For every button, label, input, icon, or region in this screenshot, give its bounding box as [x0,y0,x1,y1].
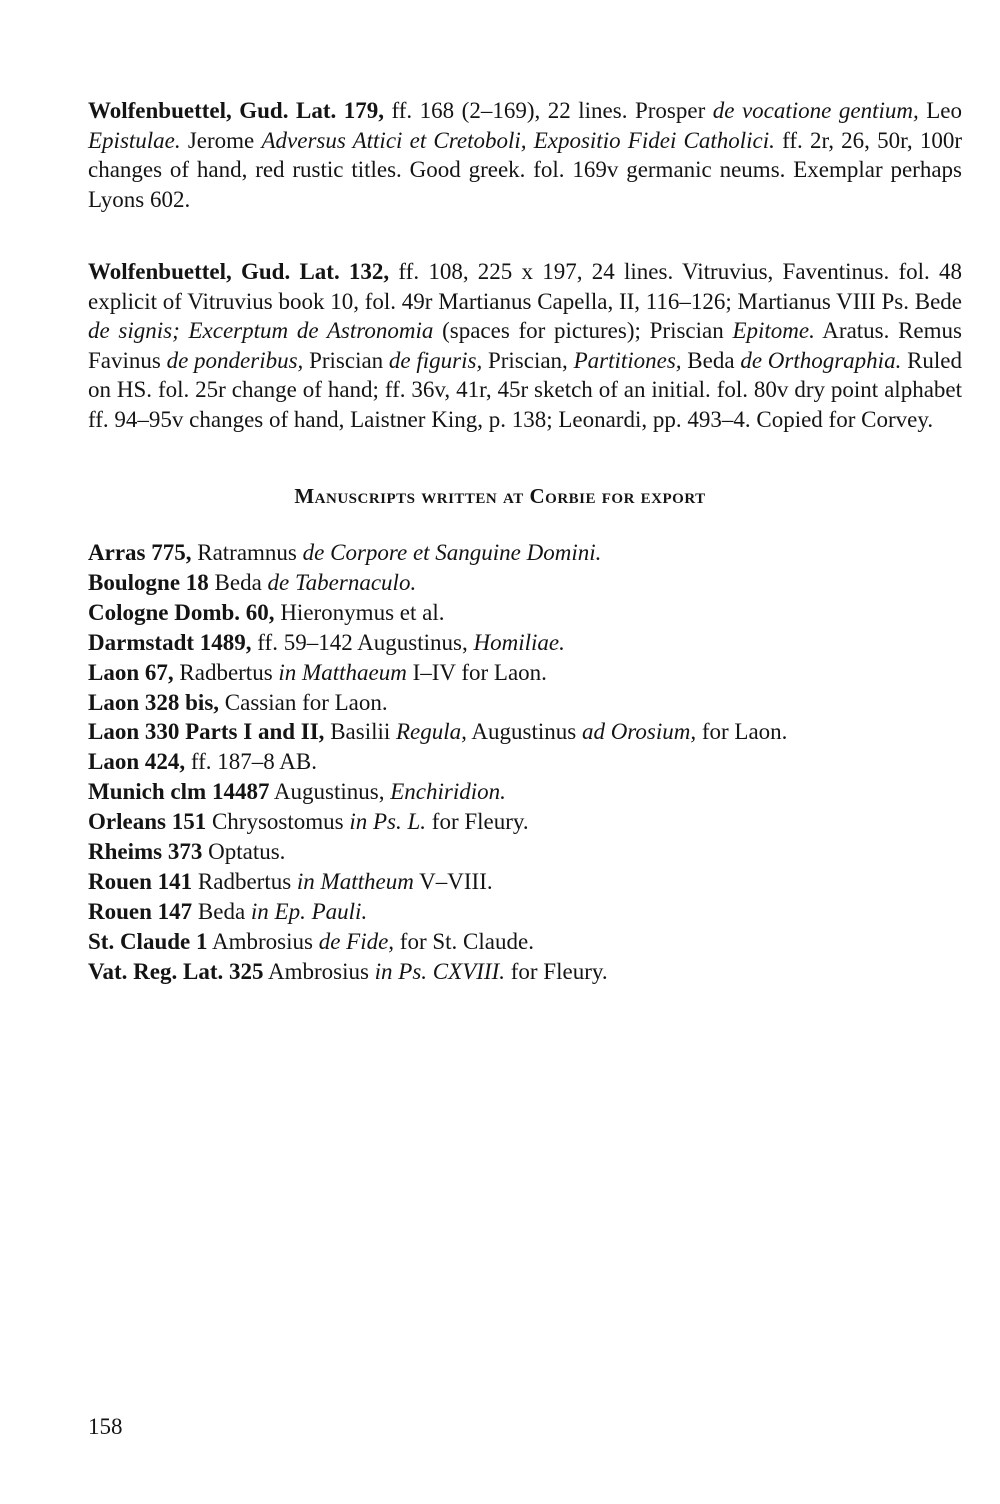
text-run: Priscian [303,347,389,373]
export-manuscript-list [88,538,962,987]
shelfmark: Boulogne 18 [88,569,209,595]
title-italic: in Mattheum [296,868,414,894]
title-italic: de Tabernaculo. [267,569,417,595]
list-item [88,598,962,628]
list-item [88,837,962,867]
text-run: ff. 59–142 Augustinus, [251,629,474,655]
text-run: Chrysostomus [206,809,350,835]
shelfmark: Wolfenbuettel, Gud. Lat. 132, [88,259,390,284]
shelfmark: Laon 424, [88,749,186,775]
shelfmark: Laon 67, [88,659,174,685]
text-run: Beda [208,569,268,595]
title-italic: in Ps. L. [349,809,427,835]
list-item [88,568,962,598]
shelfmark: Darmstadt 1489, [88,629,252,655]
text-run: Aratus. Remus Favinus [88,318,962,373]
shelfmark: Laon 328 bis, [88,689,220,715]
text-run: Augustinus [466,719,582,745]
text-run: Cassian for Laon. [219,689,388,715]
text-run: Ratramnus [191,540,303,565]
title-italic: Regula, [396,719,467,745]
text-run: Jerome [180,127,262,153]
shelfmark: Rheims 373 [88,839,203,865]
shelfmark: Orleans 151 [88,809,207,835]
text-run: for Fleury. [426,809,529,835]
text-run: ff. 187–8 AB. [185,749,317,775]
shelfmark: Cologne Domb. 60, [88,599,275,625]
text-run: Radbertus [173,659,279,685]
list-item [88,867,962,897]
title-italic: de vocatione gentium, [712,98,919,123]
list-item [88,927,962,957]
title-italic: in Ps. CXVIII. [374,958,505,984]
title-italic: Epistulae. [88,127,181,153]
title-italic: Homiliae. [473,629,565,655]
title-italic: de Corpore et Sanguine Domini. [302,540,602,565]
shelfmark: St. Claude 1 [88,928,208,954]
text-run: Ambrosius [263,958,375,984]
list-item [88,957,962,987]
title-italic: ad Orosium, [581,719,697,745]
shelfmark: Laon 330 Parts I and II, [88,719,325,745]
text-run: I–IV for Laon. [406,659,547,685]
list-item [88,717,962,747]
list-item [88,688,962,718]
list-item [88,807,962,837]
text-run: V–VIII. [413,868,493,894]
shelfmark: Vat. Reg. Lat. 325 [88,958,264,984]
text-run: (spaces for pictures); Priscian [433,318,733,343]
list-item [88,777,962,807]
text-run: ff. 168 (2–169), 22 lines. Prosper [384,98,713,123]
title-italic: de Fide, [318,928,395,954]
shelfmark: Wolfenbuettel, Gud. Lat. 179, [88,98,384,123]
text-run: for Fleury. [504,958,608,984]
list-item [88,897,962,927]
shelfmark: Arras 775, [88,540,192,565]
text-run: for St. Claude. [394,928,534,954]
text-run: Ambrosius [207,928,319,954]
page-number: 158 [88,1414,123,1439]
title-italic: Epitome. [732,318,815,343]
text-run: Hieronymus et al. [274,599,445,625]
title-italic: de ponderibus, [166,347,304,373]
list-item [88,747,962,777]
text-run: Beda [681,347,741,373]
entry-wolfenbuettel-132 [88,257,962,434]
shelfmark: Rouen 141 [88,868,193,894]
entry-wolfenbuettel-179 [88,96,962,214]
shelfmark: Munich clm 14487 [88,779,270,805]
text-run: Basilii [324,719,396,745]
text-run: ff. 2r, 26, 50r, 100r changes of hand, red rustic titles. Good greek. fol. 169v germanic neums. Exemplar perhaps Lyons 602. [88,127,962,212]
list-item [88,628,962,658]
title-italic: Partitiones, [573,347,682,373]
text-run: ff. 108, 225 x 197, 24 lines. Vitruvius, Faventinus. fol. 48 explicit of Vitruvius book 10, fol. 49r Martianus Capella, II, 116–126; Martianus VIII Ps. Bede [88,259,962,314]
text-run: for Laon. [696,719,788,745]
title-italic: de signis; Excerptum de Astronomia [88,318,434,343]
text-run: Augustinus, [269,779,391,805]
title-italic: de figuris, [388,347,483,373]
section-heading: Manuscripts written at Corbie for export [294,484,706,508]
title-italic: in Ep. Pauli. [250,898,368,924]
list-item [88,538,962,568]
text-run: Radbertus [192,868,297,894]
text-run: Optatus. [202,839,286,865]
text-run: Beda [192,898,251,924]
text-run: Priscian, [482,347,574,373]
title-italic: Adversus Attici et Cretoboli, Expositio Fidei Catholici. [261,127,775,153]
text-run: Ruled on HS. fol. 25r change of hand; ff. 36v, 41r, 45r sketch of an initial. fol. 80v dry point alphabet ff. 94–95v changes of hand, Laistner King, p. 138; Leonardi, pp. 493–4. Copied for Corvey. [88,347,963,432]
title-italic: de Orthographia. [740,347,902,373]
title-italic: Enchiridion. [390,779,506,805]
shelfmark: Rouen 147 [88,898,193,924]
title-italic: in Matthaeum [278,659,407,685]
list-item [88,658,962,688]
text-run: Leo [918,98,963,123]
